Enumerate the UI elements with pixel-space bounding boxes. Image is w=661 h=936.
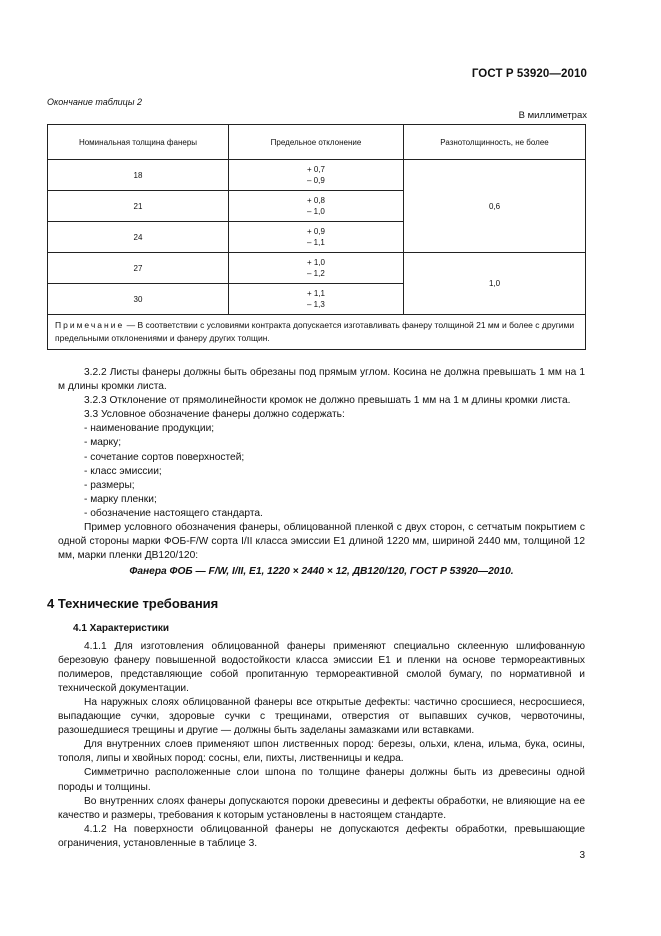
list-item: - обозначение настоящего стандарта.: [84, 507, 263, 519]
paragraph-inner-layers: Для внутренних слоев применяют шпон лиственных пород: березы, ольхи, клена, ильма, бука, осины, тополя, липы и хвойных пород: сосны, ели, пихты, лиственницы и кедра.: [58, 739, 585, 765]
thickness-cell: 27: [48, 253, 229, 284]
deviation-minus: – 1,3: [306, 300, 325, 309]
document-header: ГОСТ Р 53920—2010: [471, 68, 587, 80]
designation-formula: Фанера ФОБ — F/W, I/II, E1, 1220 × 2440 × 12, ДВ120/120, ГОСТ Р 53920—2010.: [129, 566, 514, 578]
deviation-plus: + 1,0: [306, 258, 325, 267]
paragraph-outer-layers: На наружных слоях облицованной фанеры все открытые дефекты: частично сросшиеся, несросшиеся, выпадающие сучки, здоровые сучки с трещинами, отверстия от выпавших сучков, червоточины, разошедшиеся трещины и другие — должны быть заделаны замазками или вставками.: [58, 696, 585, 737]
table-note-row: [48, 315, 586, 350]
list-item: - марку;: [84, 437, 122, 449]
deviation-table: [47, 124, 586, 350]
list-item: - класс эмиссии;: [84, 465, 162, 477]
deviation-minus: – 1,1: [306, 238, 325, 247]
thickness-cell: 30: [48, 284, 229, 315]
column-header: Разнотолщинность, не более: [404, 125, 586, 160]
paragraph-inner-defects: Во внутренних слоях фанеры допускаются пороки древесины и дефекты обработки, не влияющие на ее качество и размеры, требования к которым установлены в настоящем стандарте.: [58, 795, 585, 821]
variation-cell: 0,6: [404, 160, 586, 253]
deviation-plus: + 0,9: [306, 227, 325, 236]
column-header: Номинальная толщина фанеры: [48, 125, 229, 160]
section-title: 4 Технические требования: [47, 596, 219, 612]
column-header: Предельное отклонение: [229, 125, 404, 160]
deviation-plus: + 0,8: [306, 196, 325, 205]
thickness-cell: 18: [48, 160, 229, 191]
table-row: [48, 253, 586, 284]
paragraph-3-3: 3.3 Условное обозначение фанеры должно содержать:: [84, 409, 345, 421]
note-text: — В соответствии с условиями контракта допускается изготавливать фанеру толщиной 21 мм и более с другими предельными отклонениями и фанеру других толщин.: [55, 320, 575, 343]
deviation-minus: – 0,9: [306, 176, 325, 185]
table-note: [48, 315, 586, 350]
deviation-cell: [229, 222, 404, 253]
designation-example: Пример условного обозначения фанеры, облицованной пленкой с двух сторон, с сетчатым покрытием с одной стороны марки ФОБ-F/W сорта I/II класса эмиссии Е1 длиной 1220 мм, шириной 2440 мм, толщиной 12 мм, марки пленки ДВ120/120:: [58, 522, 585, 562]
deviation-cell: [229, 284, 404, 315]
table-units: В миллиметрах: [518, 110, 587, 121]
table-row: [48, 160, 586, 191]
deviation-cell: [229, 253, 404, 284]
list-item: - размеры;: [84, 479, 135, 491]
deviation-plus: + 0,7: [306, 165, 325, 174]
document-body: [47, 366, 585, 851]
paragraph-3-2-3: 3.2.3 Отклонение от прямолинейности кромок не должно превышать 1 мм на 1 м длины кромки листа.: [84, 395, 571, 407]
paragraph-3-2-2: 3.2.2 Листы фанеры должны быть обрезаны под прямым углом. Косина не должна превышать 1 мм на 1 м длины кромки листа.: [58, 367, 585, 393]
list-item: - наименование продукции;: [84, 423, 215, 435]
deviation-cell: [229, 191, 404, 222]
paragraph-4-1-1: 4.1.1 Для изготовления облицованной фанеры применяют специально склеенную шлифованную березовую фанеру повышенной водостойкости класса эмиссии Е1 и пленки на основе термореактивных полимеров, представляющие собой пропитанную термореактивной смолой бумагу, по нормативной и технической документации.: [58, 640, 585, 694]
thickness-cell: 21: [48, 191, 229, 222]
variation-cell: 1,0: [404, 253, 586, 315]
page-number: 3: [579, 850, 585, 861]
paragraph-symmetric-layers: Симметрично расположенные слои шпона по толщине фанеры должны быть из древесины одной породы и толщины.: [58, 767, 585, 793]
table-header-row: [48, 125, 586, 160]
list-item: - сочетание сортов поверхностей;: [84, 451, 245, 463]
note-title: Примечание: [55, 320, 125, 330]
deviation-plus: + 1,1: [306, 289, 325, 298]
deviation-minus: – 1,2: [306, 269, 325, 278]
table-caption: Окончание таблицы 2: [47, 97, 142, 107]
deviation-cell: [229, 160, 404, 191]
paragraph-4-1-2: 4.1.2 На поверхности облицованной фанеры не допускаются дефекты обработки, превышающие ограничения, установленные в таблице 3.: [58, 823, 585, 849]
list-item: - марку пленки;: [84, 493, 157, 505]
thickness-cell: 24: [48, 222, 229, 253]
subsection-title: 4.1 Характеристики: [73, 622, 170, 634]
deviation-minus: – 1,0: [306, 207, 325, 216]
